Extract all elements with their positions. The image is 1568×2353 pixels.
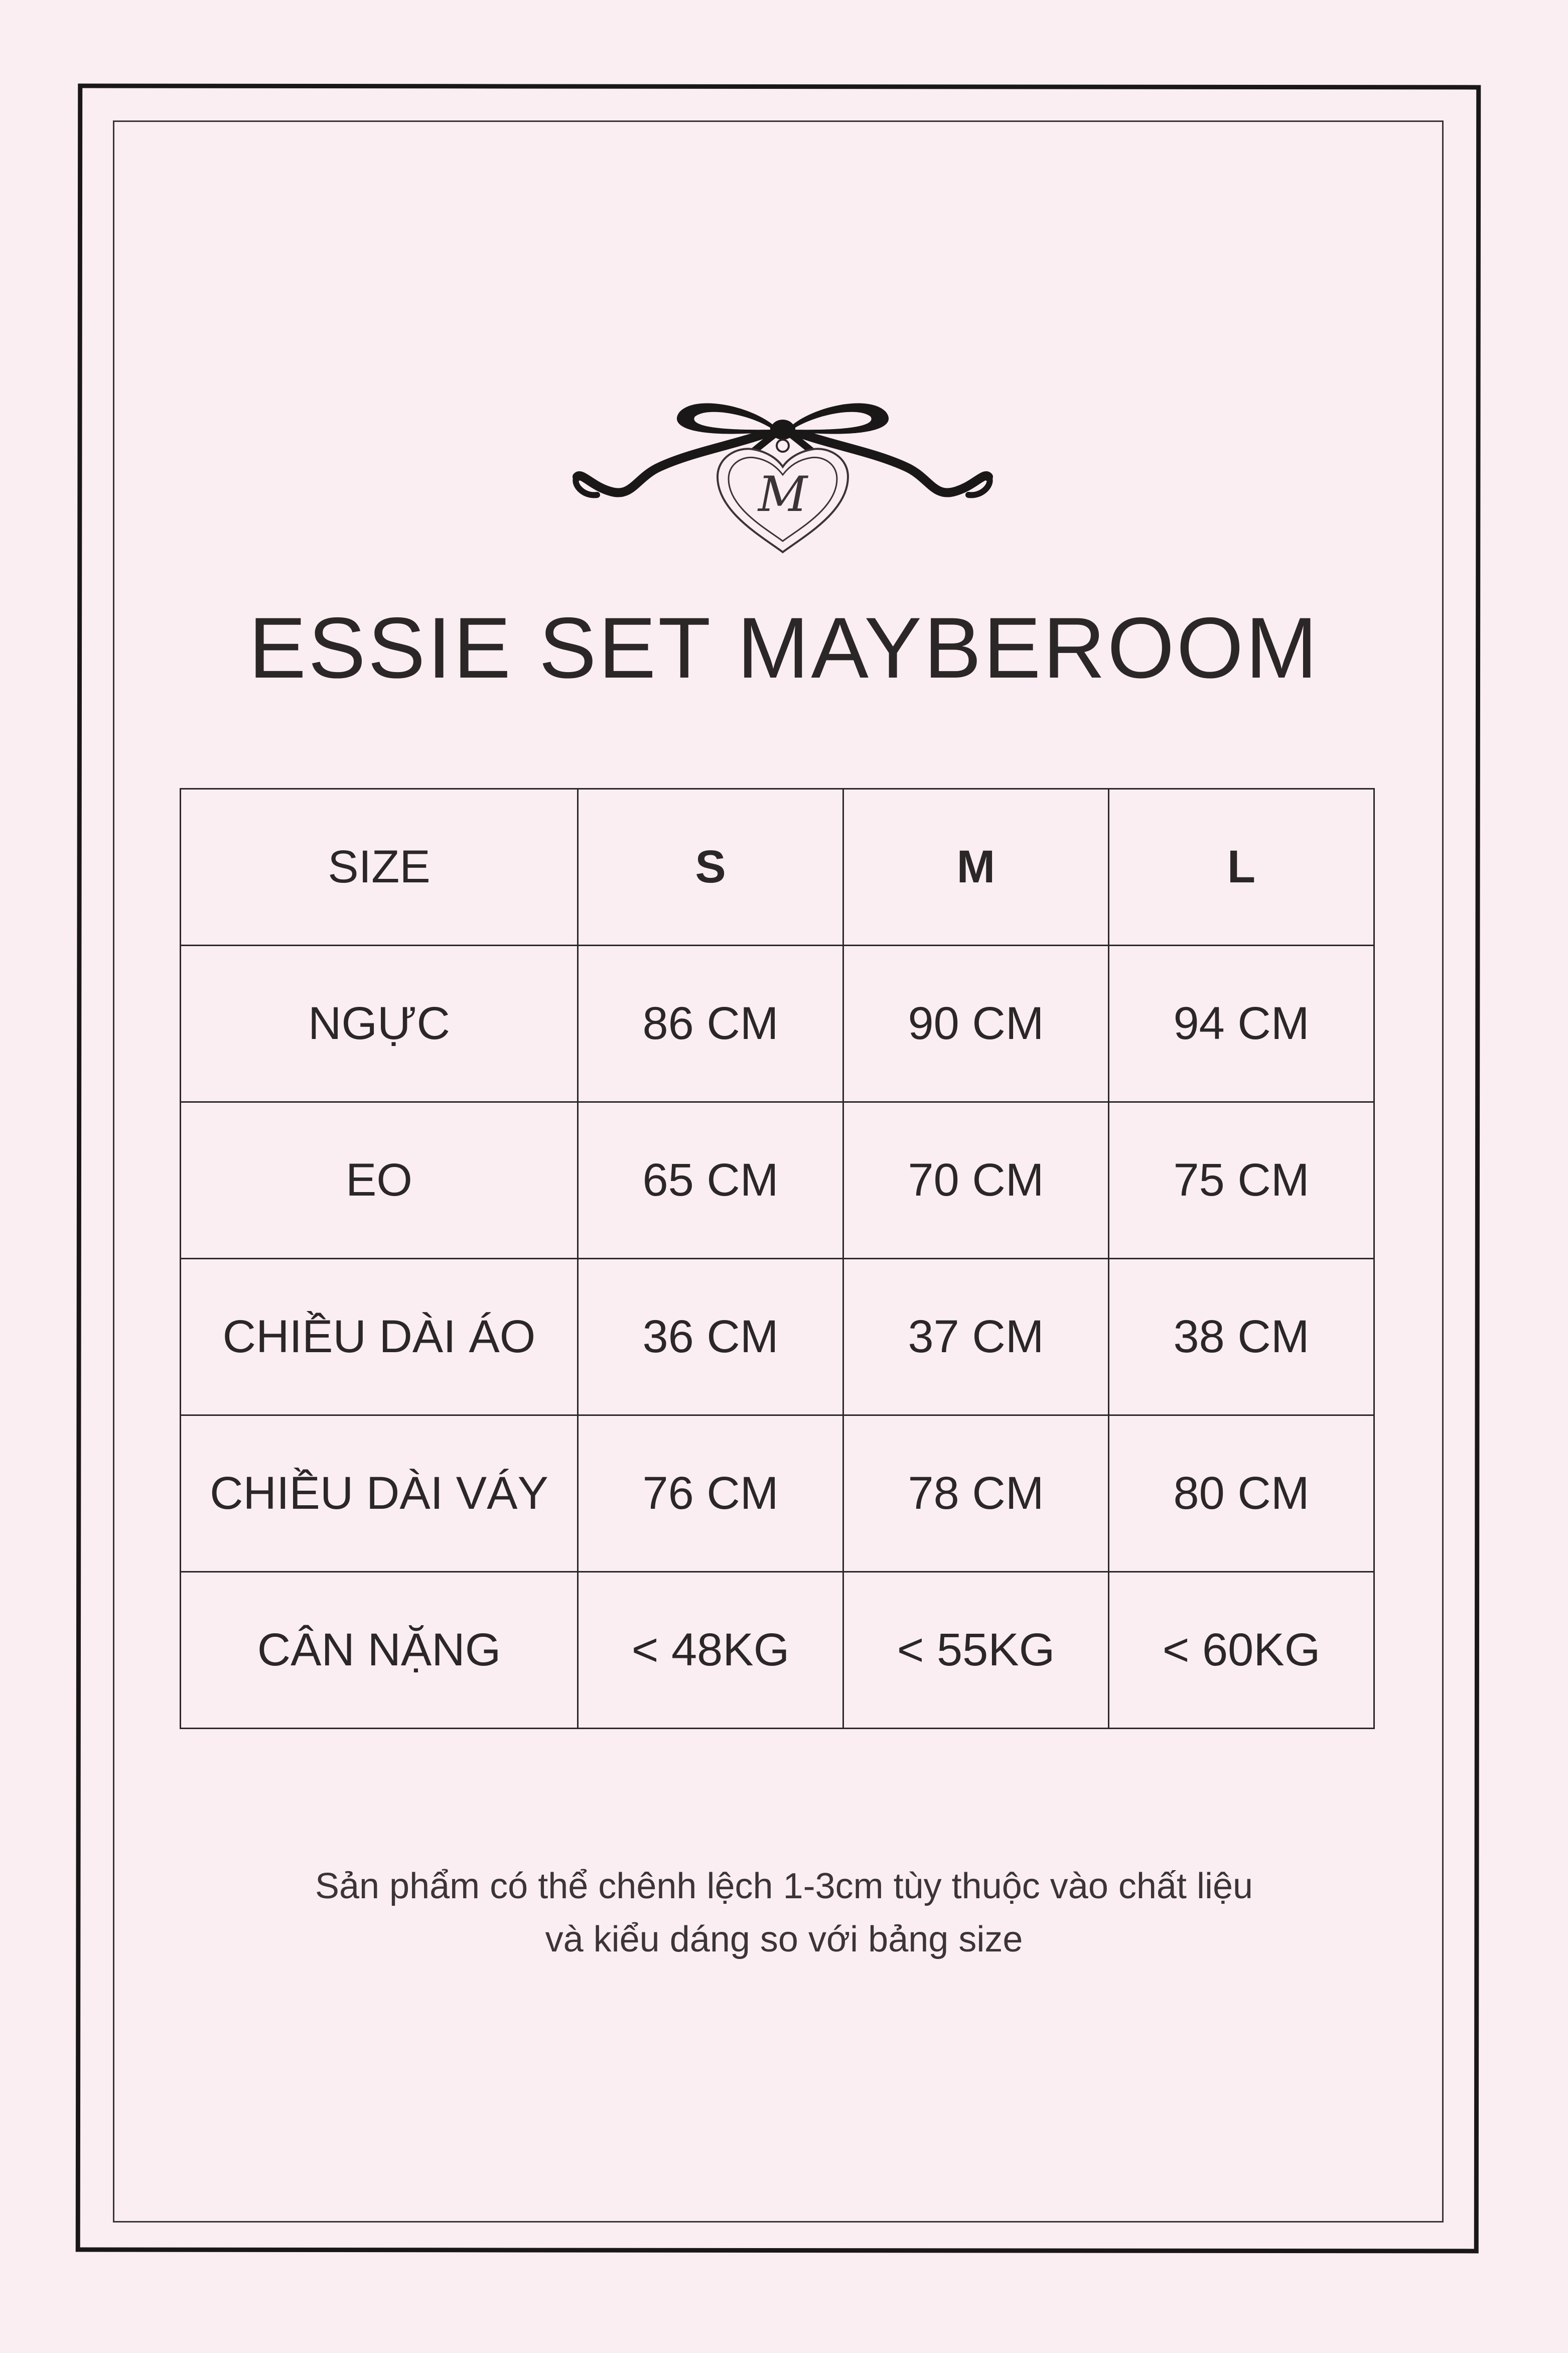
table-cell: 65 CM: [578, 1102, 843, 1259]
size-note: [0, 1860, 1568, 1966]
header-cell-size: SIZE: [181, 789, 578, 946]
table-row: [181, 946, 1374, 1102]
header-cell-m: M: [843, 789, 1109, 946]
table-cell: < 60KG: [1109, 1572, 1374, 1729]
table-row: [181, 1572, 1374, 1729]
table-cell: 36 CM: [578, 1259, 843, 1415]
table-cell: 70 CM: [843, 1102, 1109, 1259]
table-cell: 38 CM: [1109, 1259, 1374, 1415]
row-label-cell: CÂN NẶNG: [181, 1572, 578, 1729]
row-label-cell: CHIỀU DÀI ÁO: [181, 1259, 578, 1415]
table-cell: < 55KG: [843, 1572, 1109, 1729]
table-cell: < 48KG: [578, 1572, 843, 1729]
size-note-line-2: và kiểu dáng so với bảng size: [545, 1919, 1023, 1959]
table-row: [181, 1259, 1374, 1415]
table-row: [181, 1415, 1374, 1572]
page-title: ESSIE SET MAYBEROOM: [248, 600, 1320, 696]
table-cell: 78 CM: [843, 1415, 1109, 1572]
table-cell: 75 CM: [1109, 1102, 1374, 1259]
row-label-cell: NGỰC: [181, 946, 578, 1102]
size-chart-table: [180, 788, 1375, 1729]
table-row: [181, 1102, 1374, 1259]
table-cell: 94 CM: [1109, 946, 1374, 1102]
logo-monogram: M: [758, 466, 808, 522]
table-header-row: [181, 789, 1374, 946]
table-cell: 37 CM: [843, 1259, 1109, 1415]
table-cell: 76 CM: [578, 1415, 843, 1572]
table-cell: 90 CM: [843, 946, 1109, 1102]
header-cell-s: S: [578, 789, 843, 946]
table-cell: 80 CM: [1109, 1415, 1374, 1572]
header-cell-l: L: [1109, 789, 1374, 946]
table-cell: 86 CM: [578, 946, 843, 1102]
row-label-cell: EO: [181, 1102, 578, 1259]
bow-heart-icon: [572, 397, 993, 557]
size-note-line-1: Sản phẩm có thể chênh lệch 1-3cm tùy thuộc vào chất liệu: [315, 1866, 1253, 1906]
row-label-cell: CHIỀU DÀI VÁY: [181, 1415, 578, 1572]
